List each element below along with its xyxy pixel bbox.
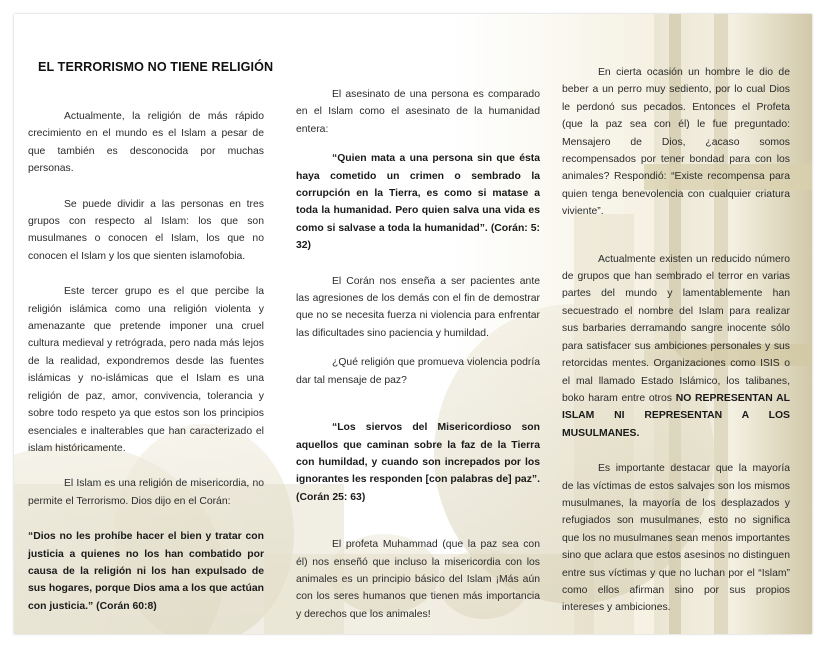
paragraph: Se puede dividir a las personas en tres grupos con respecto al Islam: los que son musulmanes o conocen el Islam, los que no conocen el Islam y los que sienten islamofobia. (28, 198, 264, 262)
paragraph-text: Actualmente existen un reducido número de grupos que han sembrado el terror en varias partes del mundo y lamentablemente han secuestrado el nombre del Islam para realizar sus barbaries derramando sangre inocente sólo para satisfacer sus ambiciones personales y sus retorcidas mentes. Organizaciones como ISIS o el mal llamado Estado Islámico, los talibanes, boko haram entre otros (562, 253, 790, 404)
paragraph: ¿Qué religión que promueva violencia podría dar tal mensaje de paz? (296, 357, 540, 386)
quran-quote: “Los siervos del Misericordioso son aquellos que caminan sobre la faz de la Tierra con humildad, y cuando son increpados por los ignorantes les responden [con palabras de] paz”. (Corán 25: 63) (296, 422, 540, 503)
quran-quote: “Dios no les prohíbe hacer el bien y tratar con justicia a quienes no los han combatido por causa de la religión ni los han expulsado de sus hogares, porque Dios ama a los que actúan con justicia.” (Corán 60:8) (28, 531, 264, 612)
brochure-page (14, 14, 812, 634)
page-title: EL TERRORISMO NO TIENE RELIGIÓN (38, 60, 274, 74)
paragraph (562, 251, 790, 442)
column-3 (562, 64, 790, 617)
paragraph: El profeta Muhammad (que la paz sea con él) nos enseñó que incluso la misericordia con los animales es un principio básico del Islam ¡Más aún con los seres humanos que tienen más importancia y derechos que los animales! (296, 539, 540, 620)
paragraph: El Corán nos enseña a ser pacientes ante las agresiones de los demás con el fin de demostrar que no se necesita fuerza ni violencia para enfrentar las dificultades sino paciencia y humildad. (296, 275, 540, 339)
paragraph: En cierta ocasión un hombre le dio de beber a un perro muy sediento, por lo cual Dios le perdonó sus pecados. Entonces el Profeta (que la paz sea con él) le fue preguntado: Mensajero de Dios, ¿acaso somos recompensados por tener bondad para con los animales? Respondió: “Existe recompensa para quien tenga benevolencia con cualquier criatura viviente”. (562, 67, 790, 218)
paragraph: Es importante destacar que la mayoría de las víctimas de estos salvajes son los mismos musulmanes, la mayoría de los desplazados y refugiados son musulmanes, esto no significa que los no musulmanes sean menos importantes sino que aclara que estos asesinos no distinguen entre sus víctimas y que no luchan por el “Islam” como ellos afirman sino por sus propios intereses y ambiciones. (562, 463, 790, 614)
column-1 (28, 108, 264, 615)
paragraph: El asesinato de una persona es comparado en el Islam como el asesinato de la humanidad entera: (296, 89, 540, 135)
paragraph: El Islam es una religión de misericordia, no permite el Terrorismo. Dios dijo en el Corán: (28, 478, 264, 507)
paragraph: Actualmente, la religión de más rápido crecimiento en el mundo es el Islam a pesar de que también es desconocida por muchas personas. (28, 111, 264, 175)
emphasis-statement: NO REPRESENTAN AL ISLAM NI REPRESENTAN A LOS MUSULMANES. (562, 392, 790, 439)
quran-quote: “Quien mata a una persona sin que ésta haya cometido un crimen o sembrado la corrupción en la Tierra, es como si matase a toda la humanidad. Pero quien salva una vida es como si salvase a toda la humanidad”. (Corán: 5: 32) (296, 153, 540, 252)
column-2 (296, 86, 540, 623)
paragraph: Este tercer grupo es el que percibe la religión islámica como una religión violenta y amenazante que pretende imponer una cruel cultura medieval y retrógrada, pero nada más lejos de la realidad, expondremos desde las fuentes islámicas y no-islámicas que el Islam es una religión de paz, amor, convivencia, tolerancia y sobre todo respeto ya que estos son los principios esenciales e inalterables que han caracterizado el islam históricamente. (28, 286, 264, 454)
